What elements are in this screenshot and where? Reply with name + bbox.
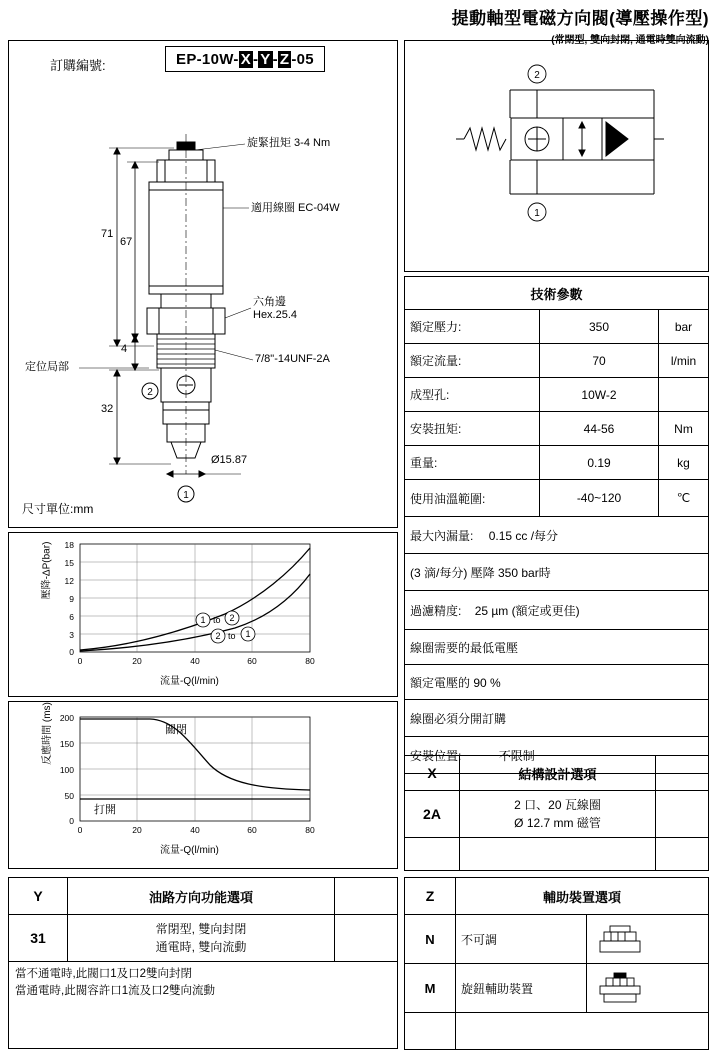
tech-row-4-value: 0.19 (540, 446, 659, 480)
table-row (405, 665, 709, 700)
port-1-label: 1 (183, 490, 189, 501)
y-note-1: 當不通電時,此閥口1及口2雙向封閉 (15, 968, 192, 980)
tech-title: 技術參數 (405, 277, 709, 310)
z-row-1-code: M (405, 964, 456, 1013)
order-code-suffix: -05 (291, 50, 314, 68)
svg-text:20: 20 (132, 656, 142, 666)
z-title: 輔助裝置選項 (456, 878, 709, 915)
tech-row-1-name: 額定流量: (405, 344, 540, 378)
tech-row-2-name: 成型孔: (405, 378, 540, 412)
table-row (405, 517, 709, 554)
svg-text:100: 100 (59, 765, 74, 775)
svg-text:0: 0 (69, 816, 74, 826)
table-row (405, 791, 709, 838)
svg-text:2: 2 (229, 613, 235, 623)
order-code-y: Y (260, 50, 271, 68)
table-row (405, 378, 709, 412)
chart1-xlabel: 流量-Q(l/min) (160, 676, 219, 687)
svg-text:40: 40 (190, 825, 200, 835)
svg-text:60: 60 (247, 825, 257, 835)
tech-filter-value: 25 µm (額定或更佳) (474, 603, 580, 618)
tech-row-0-value: 350 (540, 310, 659, 344)
tech-row-3-unit: Nm (659, 412, 709, 446)
svg-text:1: 1 (200, 615, 206, 625)
svg-text:6: 6 (69, 612, 74, 622)
svg-text:40: 40 (190, 656, 200, 666)
z-code-header: Z (405, 878, 456, 915)
svg-text:0: 0 (77, 656, 83, 666)
z-option-table (404, 877, 709, 1050)
tech-row-2-unit (659, 378, 709, 412)
tech-mount-value: 不限制 (498, 748, 535, 763)
tech-row-3-name: 安裝扭矩: (405, 412, 540, 446)
table-row (405, 412, 709, 446)
annotation-torque: 旋緊扭矩 3-4 Nm (247, 137, 331, 149)
tech-row-0-unit: bar (659, 310, 709, 344)
svg-text:80: 80 (305, 825, 315, 835)
dim-4: 4 (121, 343, 128, 355)
table-row (405, 591, 709, 630)
svg-text:60: 60 (247, 656, 257, 666)
chart2-annotation-close: 關閉 (165, 724, 187, 736)
y-row-code: 31 (9, 915, 68, 962)
tech-leak-label: 最大內漏量: (410, 528, 474, 543)
tech-coil-line1: 線圈需要的最低電壓 (405, 630, 709, 665)
unit-note: 尺寸單位:mm (22, 502, 94, 516)
tech-row-2-value: 10W-2 (540, 378, 659, 412)
svg-text:0: 0 (77, 825, 83, 835)
x-title: 結構設計選項 (460, 756, 656, 791)
z-row-1-desc: 旋鈕輔助裝置 (456, 964, 587, 1013)
chart2-xlabel: 流量-Q(l/min) (160, 845, 219, 856)
x-row-desc2: Ø 12.7 mm 磁管 (514, 816, 601, 830)
valve-drawing (9, 78, 397, 526)
page-title: 提動軸型電磁方向閥(導壓操作型) (451, 9, 709, 28)
x-row-code: 2A (405, 791, 460, 838)
order-code-x: X (240, 50, 251, 68)
svg-text:15: 15 (64, 558, 74, 568)
chart2-ylabel: 反應時間 (ms) (41, 702, 53, 765)
svg-text:18: 18 (64, 540, 74, 550)
tech-row-0-name: 額定壓力: (405, 310, 540, 344)
svg-text:50: 50 (64, 791, 74, 801)
tech-row-5-value: -40~120 (540, 480, 659, 517)
annotation-thread: 7/8"-14UNF-2A (255, 353, 330, 365)
y-option-table (8, 877, 398, 1049)
hydraulic-symbol (406, 42, 707, 270)
table-row (405, 915, 709, 964)
valve-drawing-svg (9, 78, 397, 526)
svg-text:12: 12 (64, 576, 74, 586)
order-number-label: 訂購編號: (50, 58, 106, 73)
order-code-sep2: - (272, 50, 278, 68)
dim-67: 67 (120, 236, 133, 248)
dim-32: 32 (101, 403, 114, 415)
y-code-header: Y (9, 878, 68, 915)
svg-text:3: 3 (69, 630, 74, 640)
annotation-hex-cn: 六角邊 (253, 296, 286, 308)
tech-filter-label: 過濾精度: (410, 603, 462, 618)
dim-diameter: Ø15.87 (211, 454, 248, 466)
table-row (405, 964, 709, 1013)
pressure-drop-chart (10, 534, 396, 695)
svg-text:2: 2 (215, 631, 221, 641)
dim-71: 71 (101, 228, 114, 240)
svg-text:to: to (213, 615, 221, 625)
symbol-port-bottom: 1 (534, 208, 540, 219)
order-code-sep1: - (253, 50, 259, 68)
z-row-0-code: N (405, 915, 456, 964)
table-row (405, 630, 709, 665)
svg-text:80: 80 (305, 656, 315, 666)
table-row (405, 480, 709, 517)
x-row-desc1: 2 口、20 瓦線圈 (514, 798, 601, 812)
annotation-coil: 適用線圈 EC-04W (251, 202, 340, 214)
z-row-0-desc: 不可調 (456, 915, 587, 964)
order-code-z: Z (279, 50, 290, 68)
tech-coil-note: 線圈必須分開訂購 (405, 700, 709, 737)
table-row (405, 344, 709, 378)
chart1-ylabel: 壓降-ΔP(bar) (41, 541, 53, 600)
response-time-chart (10, 703, 396, 867)
svg-text:200: 200 (59, 713, 74, 723)
y-title: 油路方向功能選項 (68, 878, 335, 915)
adjust-knob-icon (592, 971, 648, 1005)
tech-row-5-unit: ℃ (659, 480, 709, 517)
symbol-port-top: 2 (534, 70, 540, 81)
tech-row-1-unit: l/min (659, 344, 709, 378)
x-code-header: X (405, 756, 460, 791)
svg-text:150: 150 (59, 739, 74, 749)
table-row (405, 554, 709, 591)
svg-text:0: 0 (69, 647, 74, 657)
order-code (165, 46, 325, 72)
tech-mount-label: 安裝位置: (410, 748, 462, 763)
svg-text:to: to (228, 631, 236, 641)
annotation-hex-en: Hex.25.4 (253, 309, 298, 321)
y-note-2: 當通電時,此閥容許口1流及口2雙向流動 (15, 985, 215, 998)
tech-coil-line2: 額定電壓的 90 % (405, 665, 709, 700)
tech-row-4-name: 重量: (405, 446, 540, 480)
tech-row-3-value: 44-56 (540, 412, 659, 446)
locator-label: 定位局部 (25, 361, 69, 373)
svg-text:9: 9 (69, 594, 74, 604)
x-option-table (404, 755, 709, 871)
tech-row-4-unit: kg (659, 446, 709, 480)
order-code-prefix: EP-10W- (176, 50, 239, 68)
table-row (405, 310, 709, 344)
tech-row-5-name: 使用油溫範圍: (405, 480, 540, 517)
table-row (9, 915, 398, 962)
svg-text:20: 20 (132, 825, 142, 835)
fixed-knob-icon (592, 922, 648, 956)
y-row-desc1: 常閉型, 雙向封閉 (155, 922, 247, 936)
tech-row-1-value: 70 (540, 344, 659, 378)
table-row (405, 446, 709, 480)
chart2-annotation-open: 打開 (94, 804, 116, 816)
tech-leak-note: (3 滴/每分) 壓降 350 bar時 (405, 554, 709, 591)
svg-text:1: 1 (245, 629, 251, 639)
tech-leak-value: 0.15 cc /每分 (488, 528, 559, 543)
page-subtitle: (常閉型, 雙向封閉, 通電時雙向流動) (551, 35, 709, 46)
table-row (405, 700, 709, 737)
technical-parameters-table (404, 276, 709, 774)
y-row-desc2: 通電時, 雙向流動 (155, 940, 247, 954)
port-2-label: 2 (147, 387, 153, 398)
